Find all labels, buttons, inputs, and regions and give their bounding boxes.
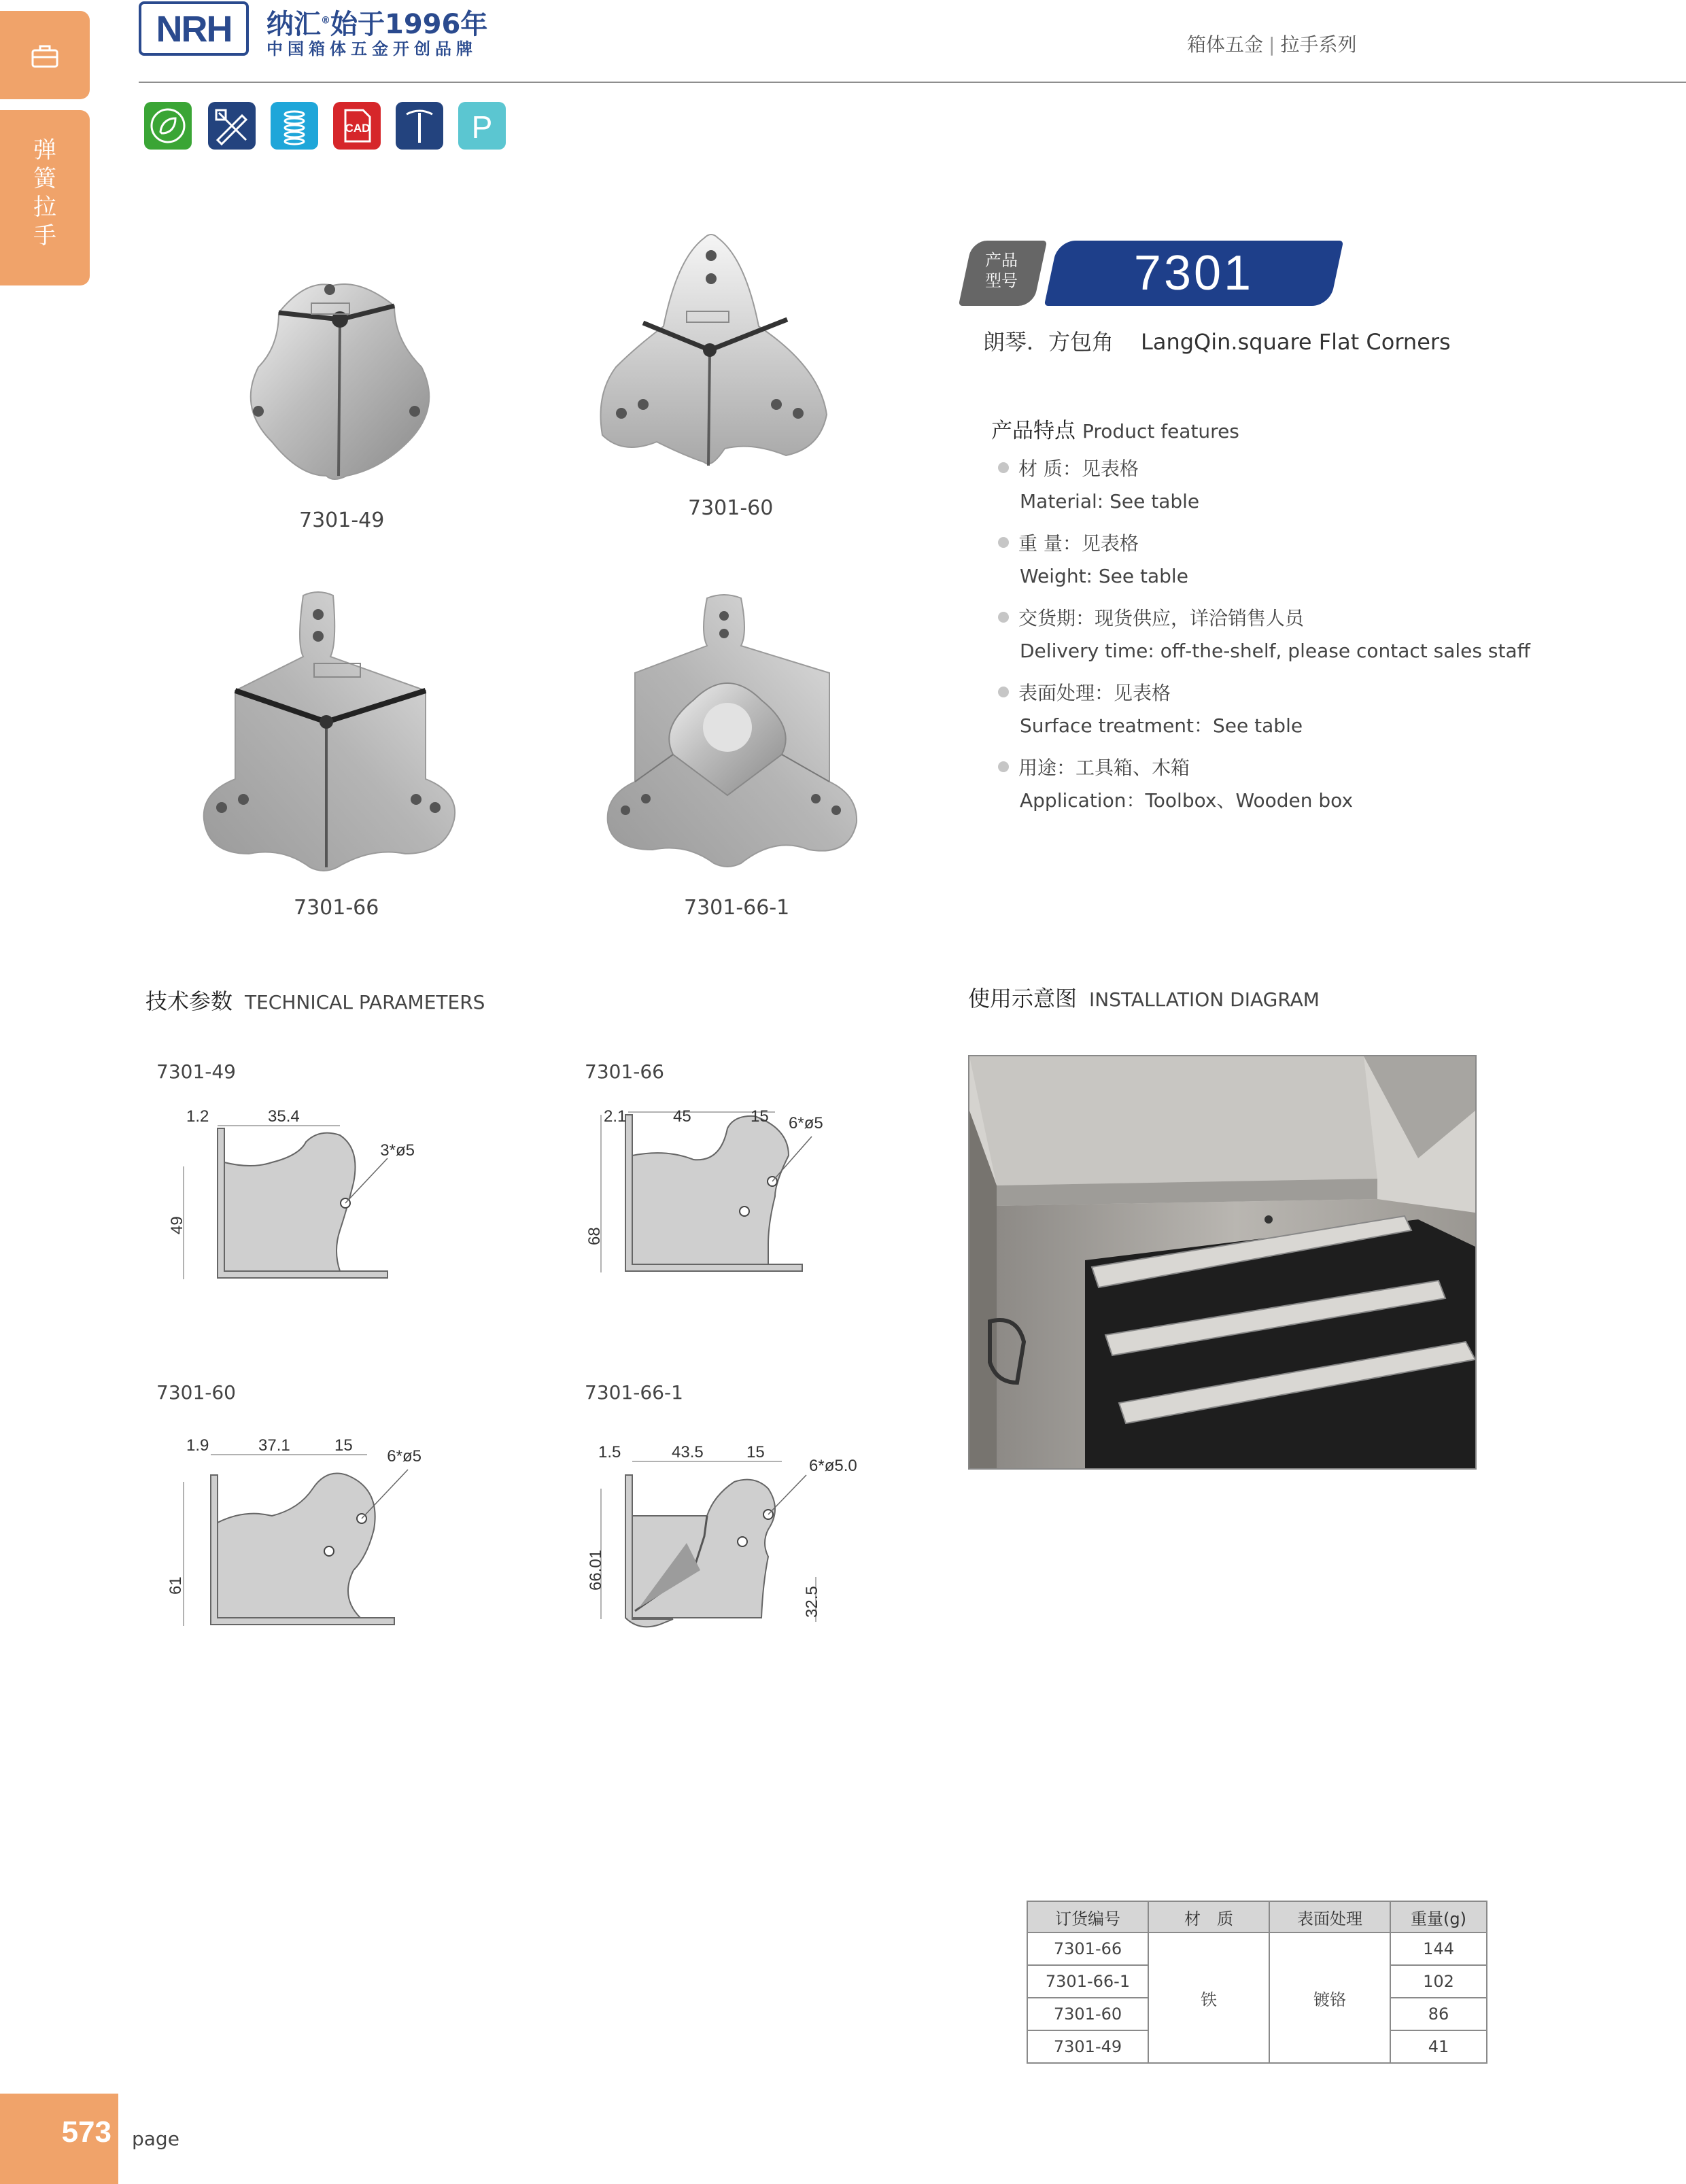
dim-radius: 15 xyxy=(746,1443,765,1461)
drawing-7301-66 xyxy=(585,1101,857,1335)
dim-width: 45 xyxy=(673,1107,691,1126)
drawing-title: 7301-66 xyxy=(585,1060,664,1083)
dim-width: 35.4 xyxy=(268,1107,300,1126)
bullet-icon xyxy=(998,537,1009,548)
bullet-icon xyxy=(998,462,1009,473)
brand-name: 纳汇®始于1996年 xyxy=(266,9,488,40)
dim-thickness: 2.1 xyxy=(604,1107,627,1126)
side-tab-char: 拉 xyxy=(33,194,56,221)
product-photo-7301-66-1 xyxy=(605,591,863,870)
order-code: 7301-66-1 xyxy=(1027,1965,1148,1998)
dim-height: 68 xyxy=(585,1227,604,1245)
bullet-icon xyxy=(998,761,1009,772)
bullet-icon xyxy=(998,612,1009,623)
dim-radius: 15 xyxy=(751,1107,769,1126)
product-caption: 7301-60 xyxy=(688,496,774,520)
toolbox-icon xyxy=(31,44,58,68)
product-name: 朗琴．方包角 LangQin.square Flat Corners xyxy=(983,329,1451,355)
breadcrumb: 箱体五金 | 拉手系列 xyxy=(1187,33,1357,56)
spring-icon xyxy=(271,102,318,150)
dim-width: 43.5 xyxy=(672,1443,704,1461)
svg-text:P: P xyxy=(471,109,493,145)
rivet-icon xyxy=(396,102,443,150)
drawing-7301-66-1 xyxy=(585,1434,870,1682)
installation-photo xyxy=(968,1055,1477,1470)
tech-params-heading: 技术参数 TECHNICAL PARAMETERS xyxy=(145,988,485,1014)
column-header: 重量(g) xyxy=(1390,1901,1487,1932)
side-tab-category[interactable] xyxy=(0,110,90,285)
dim-thickness: 1.9 xyxy=(186,1436,209,1455)
weight-cell: 102 xyxy=(1390,1965,1487,1998)
design-tools-icon xyxy=(208,102,256,150)
product-photo-7301-49 xyxy=(231,265,449,489)
product-caption: 7301-66-1 xyxy=(684,896,790,920)
order-code: 7301-60 xyxy=(1027,1998,1148,2030)
dim-width: 37.1 xyxy=(258,1436,290,1455)
feature-item: 材 质：见表格 Material: See table xyxy=(998,453,1199,518)
breadcrumb-category[interactable]: 箱体五金 xyxy=(1187,33,1264,56)
model-number: 7301 xyxy=(1133,246,1254,300)
table-row xyxy=(1027,1932,1487,1965)
weight-cell: 144 xyxy=(1390,1932,1487,1965)
page-label: page xyxy=(132,2128,179,2150)
column-header: 订货编号 xyxy=(1027,1901,1148,1932)
weight-cell: 41 xyxy=(1390,2030,1487,2063)
drawing-title: 7301-49 xyxy=(156,1060,236,1083)
feature-item: 表面处理：见表格 Surface treatment：See table xyxy=(998,677,1303,742)
dim-height: 66.01 xyxy=(587,1549,605,1591)
dim-thickness: 1.5 xyxy=(598,1443,621,1461)
dim-height: 61 xyxy=(167,1576,185,1595)
table-header-row xyxy=(1027,1901,1487,1932)
finish-cell: 镀铬 xyxy=(1269,1932,1390,2063)
weight-cell: 86 xyxy=(1390,1998,1487,2030)
header-divider xyxy=(139,82,1686,83)
product-caption: 7301-66 xyxy=(294,896,379,920)
product-photo-7301-66 xyxy=(201,589,460,874)
product-photo-7301-60 xyxy=(596,231,827,496)
cad-icon xyxy=(333,102,381,150)
dim-holes: 6*ø5 xyxy=(789,1114,823,1132)
dim-thickness: 1.2 xyxy=(186,1107,209,1126)
dim-radius: 15 xyxy=(334,1436,353,1455)
column-header: 材 质 xyxy=(1148,1901,1269,1932)
dim-holes: 6*ø5.0 xyxy=(809,1457,857,1475)
dim-holes: 3*ø5 xyxy=(380,1141,415,1160)
brand-logo: NRH xyxy=(139,1,249,56)
dim-holes: 6*ø5 xyxy=(387,1447,422,1466)
dim-height: 49 xyxy=(168,1216,186,1234)
column-header: 表面处理 xyxy=(1269,1901,1390,1932)
spec-table xyxy=(1027,1901,1487,2064)
drawing-7301-60 xyxy=(163,1434,422,1682)
material-cell: 铁 xyxy=(1148,1932,1269,2063)
svg-text:CAD: CAD xyxy=(345,122,371,135)
feature-item: 用途：工具箱、木箱 Application：Toolbox、Wooden box xyxy=(998,752,1353,817)
parking-p-icon xyxy=(458,102,506,150)
bullet-icon xyxy=(998,687,1009,697)
side-tab-char: 弹 xyxy=(33,137,56,164)
side-tab-icon[interactable] xyxy=(0,11,90,99)
brand-tagline: 中国箱体五金开创品牌 xyxy=(266,39,477,58)
page-number: 573 xyxy=(61,2115,111,2149)
features-heading: 产品特点 Product features xyxy=(991,419,1239,443)
model-label: 产品 型号 xyxy=(985,251,1018,290)
drawing-7301-49 xyxy=(163,1101,415,1335)
product-caption: 7301-49 xyxy=(299,508,385,532)
breadcrumb-series[interactable]: 拉手系列 xyxy=(1280,33,1357,56)
drawing-title: 7301-66-1 xyxy=(585,1381,683,1404)
dim-height-lower: 32.5 xyxy=(803,1586,821,1618)
drawing-title: 7301-60 xyxy=(156,1381,236,1404)
feature-item: 重 量：见表格 Weight: See table xyxy=(998,527,1188,593)
side-tab-char: 手 xyxy=(33,222,56,249)
feature-item: 交货期：现货供应，详洽销售人员 Delivery time: off-the-shelf, please contact sales staff xyxy=(998,602,1530,668)
install-diagram-heading: 使用示意图 INSTALLATION DIAGRAM xyxy=(968,986,1320,1011)
side-tab-char: 簧 xyxy=(33,165,56,192)
eco-leaf-icon xyxy=(144,102,192,150)
order-code: 7301-66 xyxy=(1027,1932,1148,1965)
order-code: 7301-49 xyxy=(1027,2030,1148,2063)
